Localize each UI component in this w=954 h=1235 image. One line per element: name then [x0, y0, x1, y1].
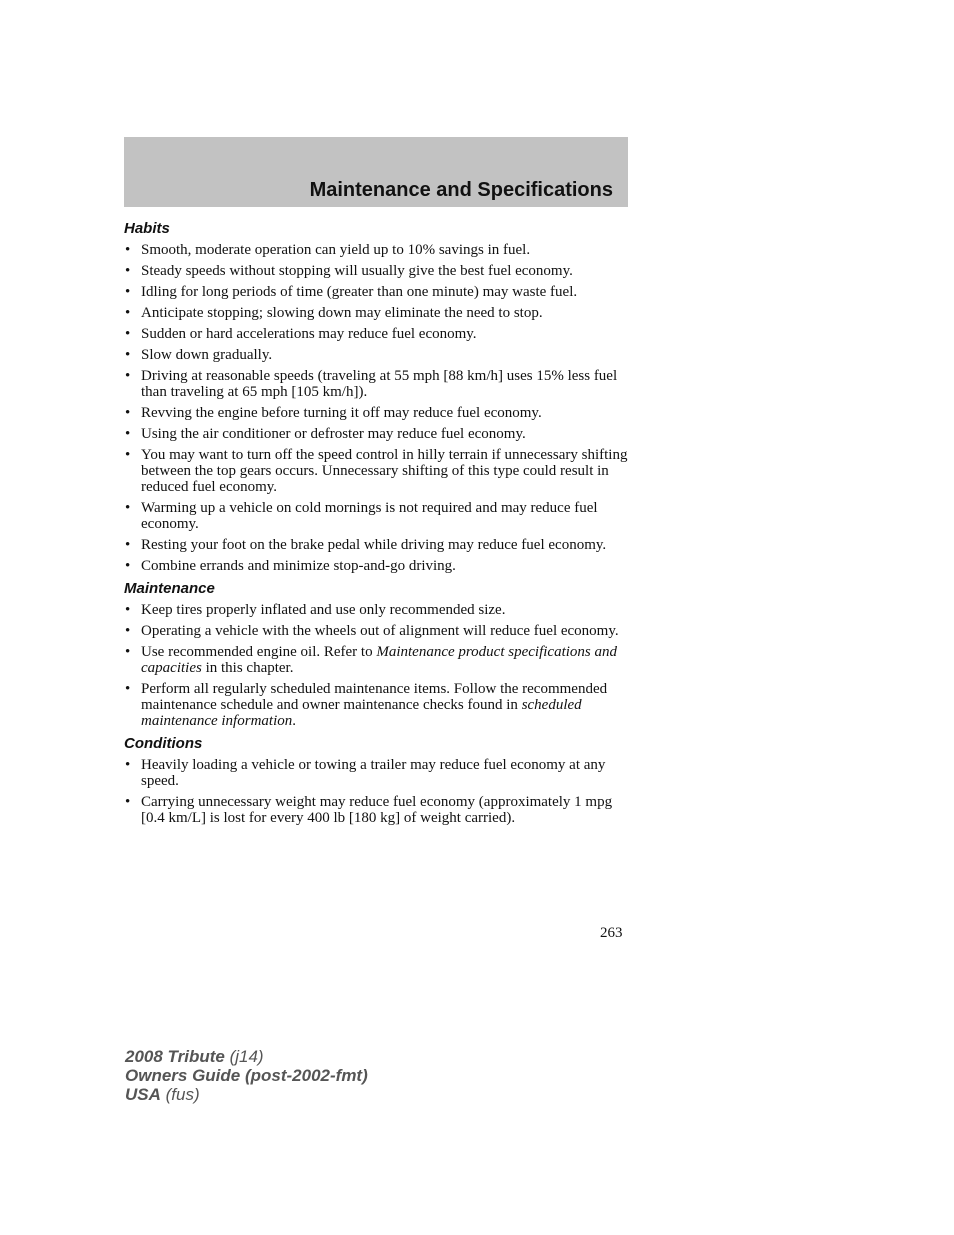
list-item: • Sudden or hard accelerations may reduce fuel economy.: [124, 326, 630, 342]
cross-reference: scheduled maintenance information: [141, 697, 582, 729]
list-item: • Anticipate stopping; slowing down may eliminate the need to stop.: [124, 305, 630, 321]
list-item: • Resting your foot on the brake pedal while driving may reduce fuel economy.: [124, 537, 630, 553]
list-item: • You may want to turn off the speed control in hilly terrain if unnecessary shifting between the top gears occurs. Unnecessary shifting of this type could result in reduced fuel economy.: [124, 447, 630, 495]
page-number: 263: [600, 925, 623, 941]
list-item: • Driving at reasonable speeds (traveling at 55 mph [88 km/h] uses 15% less fuel than traveling at 65 mph [105 km/h]).: [124, 368, 630, 400]
section-heading-conditions: Conditions: [124, 735, 203, 752]
maintenance-list: [124, 602, 630, 729]
list-item: • Revving the engine before turning it off may reduce fuel economy.: [124, 405, 630, 421]
list-item: • Operating a vehicle with the wheels out of alignment will reduce fuel economy.: [124, 623, 630, 639]
page-content: [124, 220, 630, 831]
footer-line-model: 2008 Tribute (j14): [125, 1047, 264, 1066]
list-item: • Use recommended engine oil. Refer to Maintenance product specifications and capacities in this chapter.: [124, 644, 630, 676]
footer-line-market: USA (fus): [125, 1085, 200, 1104]
list-item: • Slow down gradually.: [124, 347, 630, 363]
list-item: • Steady speeds without stopping will usually give the best fuel economy.: [124, 263, 630, 279]
cross-reference: Maintenance product specifications and capacities: [141, 644, 617, 676]
list-item: • Perform all regularly scheduled maintenance items. Follow the recommended maintenance schedule and owner maintenance checks found in scheduled maintenance information.: [124, 681, 630, 729]
section-heading-habits: Habits: [124, 220, 170, 237]
habits-list: [124, 242, 630, 574]
list-item: • Idling for long periods of time (greater than one minute) may waste fuel.: [124, 284, 630, 300]
list-item: • Keep tires properly inflated and use only recommended size.: [124, 602, 630, 618]
list-item: • Carrying unnecessary weight may reduce fuel economy (approximately 1 mpg [0.4 km/L] is lost for every 400 lb [180 kg] of weight carried).: [124, 794, 630, 826]
document-footer: [125, 1047, 368, 1104]
section-heading-maintenance: Maintenance: [124, 580, 215, 597]
list-item: • Smooth, moderate operation can yield up to 10% savings in fuel.: [124, 242, 630, 258]
conditions-list: [124, 757, 630, 826]
section-title: Maintenance and Specifications: [309, 179, 613, 201]
footer-line-guide: Owners Guide (post-2002-fmt): [125, 1066, 368, 1085]
list-item: • Using the air conditioner or defroster may reduce fuel economy.: [124, 426, 630, 442]
list-item: • Heavily loading a vehicle or towing a trailer may reduce fuel economy at any speed.: [124, 757, 630, 789]
list-item: • Warming up a vehicle on cold mornings is not required and may reduce fuel economy.: [124, 500, 630, 532]
section-header-band: [124, 137, 628, 207]
list-item: • Combine errands and minimize stop-and-go driving.: [124, 558, 630, 574]
